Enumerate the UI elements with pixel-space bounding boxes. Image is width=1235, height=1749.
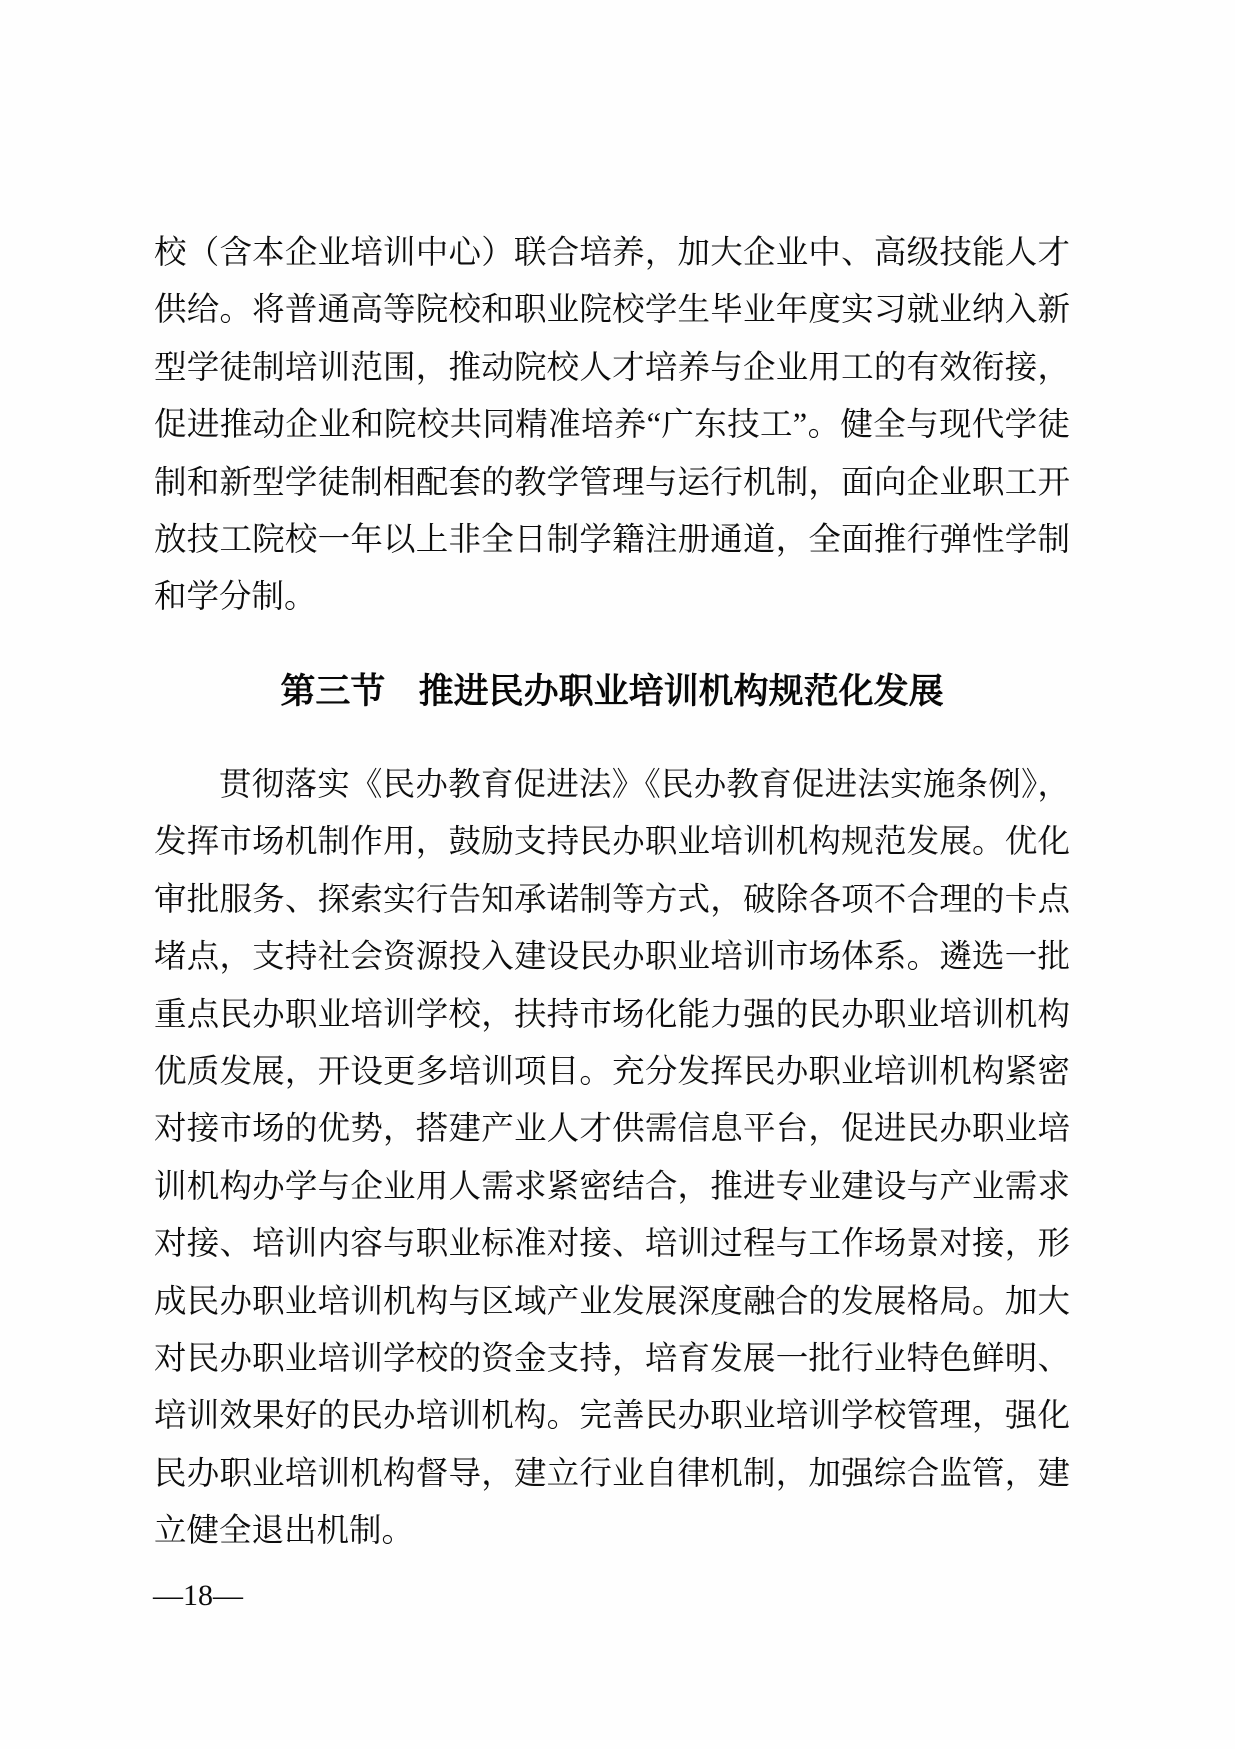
text-line: 优质发展，开设更多培训项目。充分发挥民办职业培训机构紧密 (154, 1053, 1070, 1090)
section-title: 推进民办职业培训机构规范化发展 (418, 672, 944, 711)
text-line: 训机构办学与企业用人需求紧密结合，推进专业建设与产业需求 (154, 1168, 1070, 1205)
text-line: 校（含本企业培训中心）联合培养，加大企业中、高级技能人才 (154, 235, 1070, 271)
section-heading (154, 663, 1070, 720)
paragraph-section-body (154, 757, 1070, 1560)
text-line: 供给。将普通高等院校和职业院校学生毕业年度实习就业纳入新 (154, 292, 1070, 329)
text-line: 对接市场的优势，搭建产业人才供需信息平台，促进民办职业培 (154, 1111, 1070, 1148)
text-line: 堵点，支持社会资源投入建设民办职业培训市场体系。遴选一批 (154, 939, 1070, 976)
text-line: 成民办职业培训机构与区域产业发展深度融合的发展格局。加大 (154, 1283, 1070, 1320)
text-line: 立健全退出机制。 (154, 1513, 415, 1550)
text-line: 和学分制。 (154, 579, 317, 616)
paragraph-continued (154, 225, 1070, 627)
text-line: 培训效果好的民办培训机构。完善民办职业培训学校管理，强化 (154, 1398, 1070, 1435)
section-number: 第三节 (280, 672, 386, 711)
text-line: 放技工院校一年以上非全日制学籍注册通道，全面推行弹性学制 (154, 521, 1070, 558)
text-line: 贯彻落实《民办教育促进法》《民办教育促进法实施条例》， (219, 767, 1070, 803)
text-line: 发挥市场机制作用，鼓励支持民办职业培训机构规范发展。优化 (154, 824, 1070, 861)
page-number: —18— (153, 1579, 243, 1612)
text-line: 型学徒制培训范围，推动院校人才培养与企业用工的有效衔接， (154, 349, 1070, 386)
text-line: 重点民办职业培训学校，扶持市场化能力强的民办职业培训机构 (154, 996, 1070, 1033)
text-line: 对接、培训内容与职业标准对接、培训过程与工作场景对接，形 (154, 1226, 1070, 1263)
text-line: 对民办职业培训学校的资金支持，培育发展一批行业特色鲜明、 (154, 1340, 1070, 1377)
text-line: 民办职业培训机构督导，建立行业自律机制，加强综合监管，建 (154, 1455, 1070, 1492)
text-line: 审批服务、探索实行告知承诺制等方式，破除各项不合理的卡点 (154, 881, 1070, 918)
text-line: 促进推动企业和院校共同精准培养“广东技工”。健全与现代学徒 (154, 407, 1070, 444)
text-line: 制和新型学徒制相配套的教学管理与运行机制，面向企业职工开 (154, 464, 1070, 501)
